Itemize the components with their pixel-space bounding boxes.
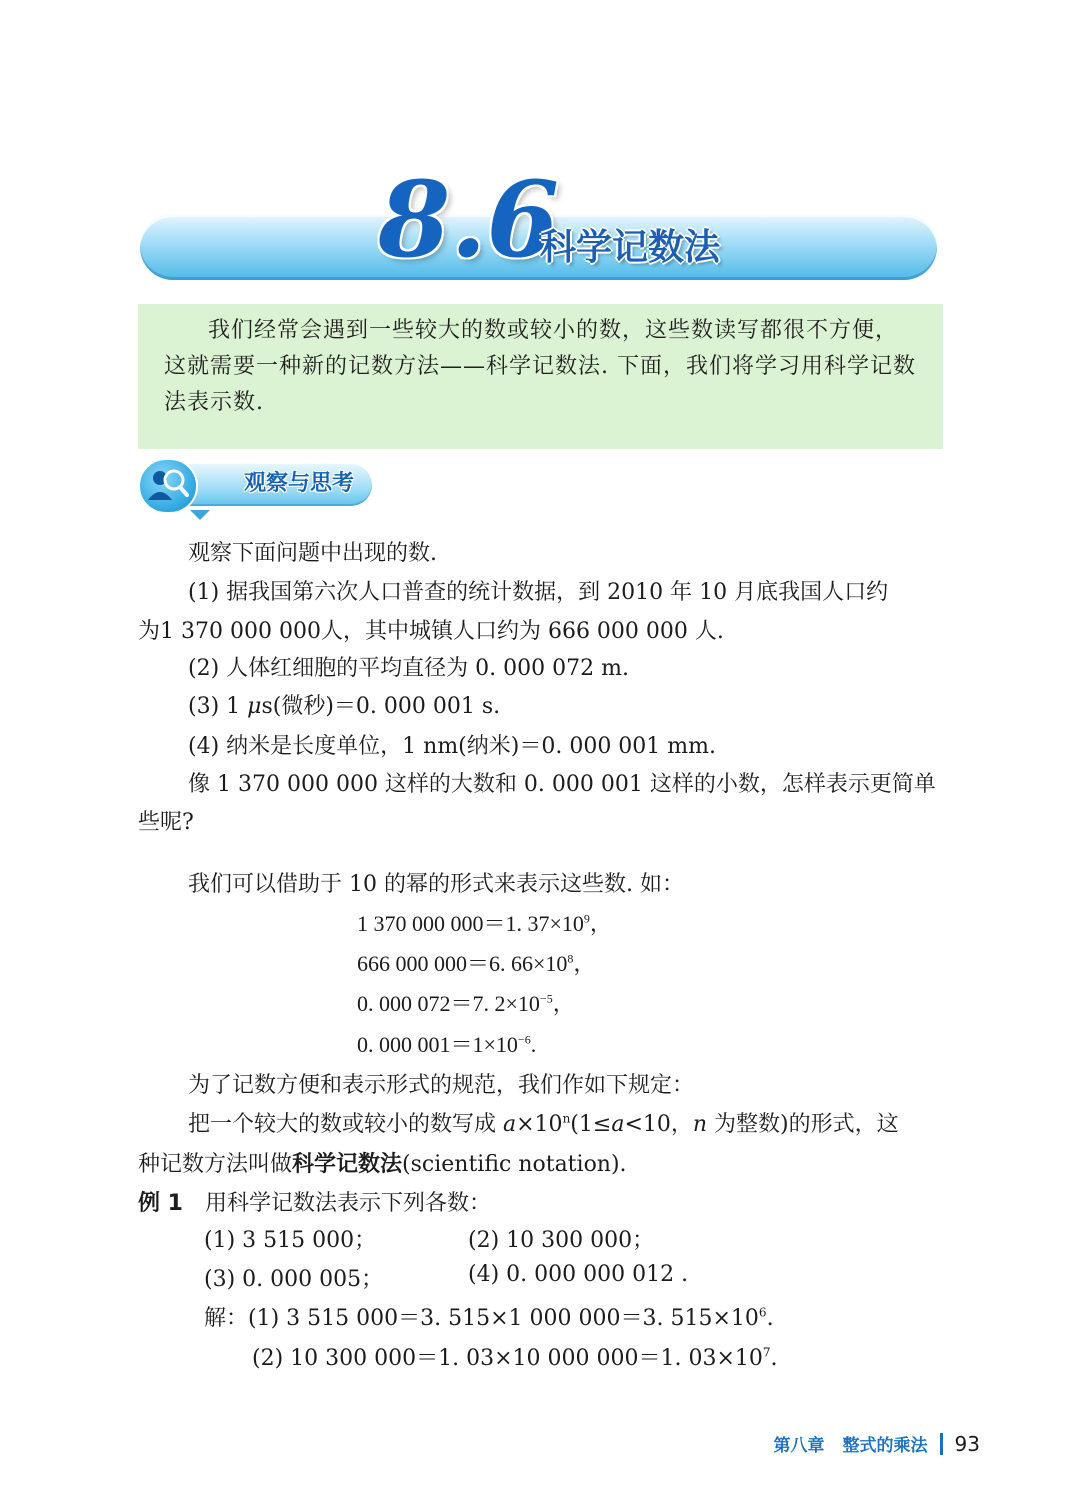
definition-line-1	[188, 1107, 899, 1138]
equation-1	[357, 907, 612, 938]
question-4: (4) 纳米是长度单位，1 nm(纳米)＝0. 000 001 mm.	[188, 734, 717, 759]
eq4-base: 0. 000 001＝1×10	[357, 1032, 518, 1057]
eq2-exp: 8	[567, 951, 574, 966]
example-heading	[138, 1186, 491, 1217]
eq1-exp: 9	[583, 911, 590, 926]
people-magnifier-icon	[138, 458, 198, 514]
equation-2	[357, 947, 595, 978]
eq3-exp: −5	[539, 991, 553, 1006]
example-label: 例 1	[138, 1191, 183, 1216]
def-var-a2: a	[611, 1112, 625, 1137]
footer-chapter: 第八章	[773, 1436, 825, 1456]
eq1-base: 1 370 000 000＝1. 37×10	[357, 911, 584, 936]
sol1-base: (1) 3 515 000＝3. 515×1 000 000＝3. 515×10	[248, 1306, 759, 1331]
question-3	[188, 689, 500, 720]
observe-think-badge	[138, 460, 372, 512]
definition-line-2	[138, 1147, 627, 1178]
example-item-2: (2) 10 300 000；	[468, 1228, 655, 1253]
section-number: 8.6	[378, 158, 559, 281]
section-title: 科学记数法	[540, 227, 721, 268]
equation-4	[357, 1028, 536, 1059]
eq3-base: 0. 000 072＝7. 2×10	[357, 991, 540, 1016]
def-cond: (1≤	[570, 1112, 612, 1137]
question-1-line-1: (1) 据我国第六次人口普查的统计数据，到 2010 年 10 月底我国人口约	[188, 580, 889, 605]
rule-intro: 为了记数方便和表示形式的规范，我们作如下规定：	[188, 1073, 695, 1098]
sol2-base: (2) 10 300 000＝1. 03×10 000 000＝1. 03×10	[252, 1346, 763, 1371]
solution-label: 解：	[204, 1306, 249, 1331]
page-number: 93	[954, 1431, 980, 1456]
footer-divider	[940, 1433, 943, 1455]
intro-text: 我们经常会遇到一些较大的数或较小的数，这些数读写都很不方便，这就需要一种新的记数方法——科学记数法. 下面，我们将学习用科学记数法表示数.	[164, 318, 916, 415]
question-line-1: 像 1 370 000 000 这样的大数和 0. 000 001 这样的小数，怎样表示更简单	[188, 772, 936, 797]
solution-2	[252, 1341, 778, 1372]
sol2-exp: 7	[762, 1345, 771, 1360]
equation-3	[357, 987, 575, 1018]
def-var-a: a	[503, 1112, 517, 1137]
q3-post: s(微秒)＝0. 000 001 s.	[261, 694, 501, 719]
def-var-n: n	[692, 1112, 708, 1137]
def-pre: 把一个较大的数或较小的数写成	[188, 1112, 503, 1137]
badge-pointer	[190, 510, 210, 520]
example-text: 用科学记数法表示下列各数：	[204, 1191, 491, 1216]
question-2: (2) 人体红细胞的平均直径为 0. 000 072 m.	[188, 656, 629, 681]
def-cond2: <10，	[624, 1112, 693, 1137]
power-intro: 我们可以借助于 10 的幂的形式来表示这些数. 如：	[188, 872, 684, 897]
example-item-4: (4) 0. 000 000 012 .	[468, 1262, 689, 1287]
page-footer	[774, 1431, 980, 1456]
example-item-1: (1) 3 515 000；	[204, 1228, 377, 1253]
solution-1	[204, 1301, 774, 1332]
observe-intro: 观察下面问题中出现的数.	[188, 541, 437, 566]
def-post: 为整数)的形式，这	[707, 1112, 899, 1137]
eq4-exp: −6	[517, 1032, 531, 1047]
def-exp: n	[562, 1111, 571, 1126]
key-term: 科学记数法	[292, 1152, 403, 1177]
eq2-base: 666 000 000＝6. 66×10	[357, 951, 568, 976]
intro-box	[138, 304, 943, 449]
badge-label: 观察与思考	[244, 471, 355, 496]
q3-mu: μ	[247, 694, 262, 719]
eq2-end: ，	[573, 951, 596, 976]
sol1-end: .	[766, 1306, 774, 1331]
sol2-end: .	[770, 1346, 778, 1371]
sol1-exp: 6	[758, 1305, 767, 1320]
def-mid: ×10	[516, 1112, 563, 1137]
eq3-end: ，	[552, 991, 575, 1016]
eq1-end: ，	[589, 911, 612, 936]
example-item-3: (3) 0. 000 005；	[204, 1267, 384, 1292]
eq4-end: .	[530, 1032, 537, 1057]
def2-pre: 种记数方法叫做	[138, 1152, 293, 1177]
footer-chapter-title: 整式的乘法	[842, 1436, 928, 1456]
q3-pre: (3) 1	[188, 694, 248, 719]
question-line-2: 些呢?	[138, 810, 194, 835]
def2-post: (scientific notation).	[402, 1152, 627, 1177]
question-1-line-2: 为1 370 000 000人，其中城镇人口约为 666 000 000 人.	[138, 619, 724, 644]
